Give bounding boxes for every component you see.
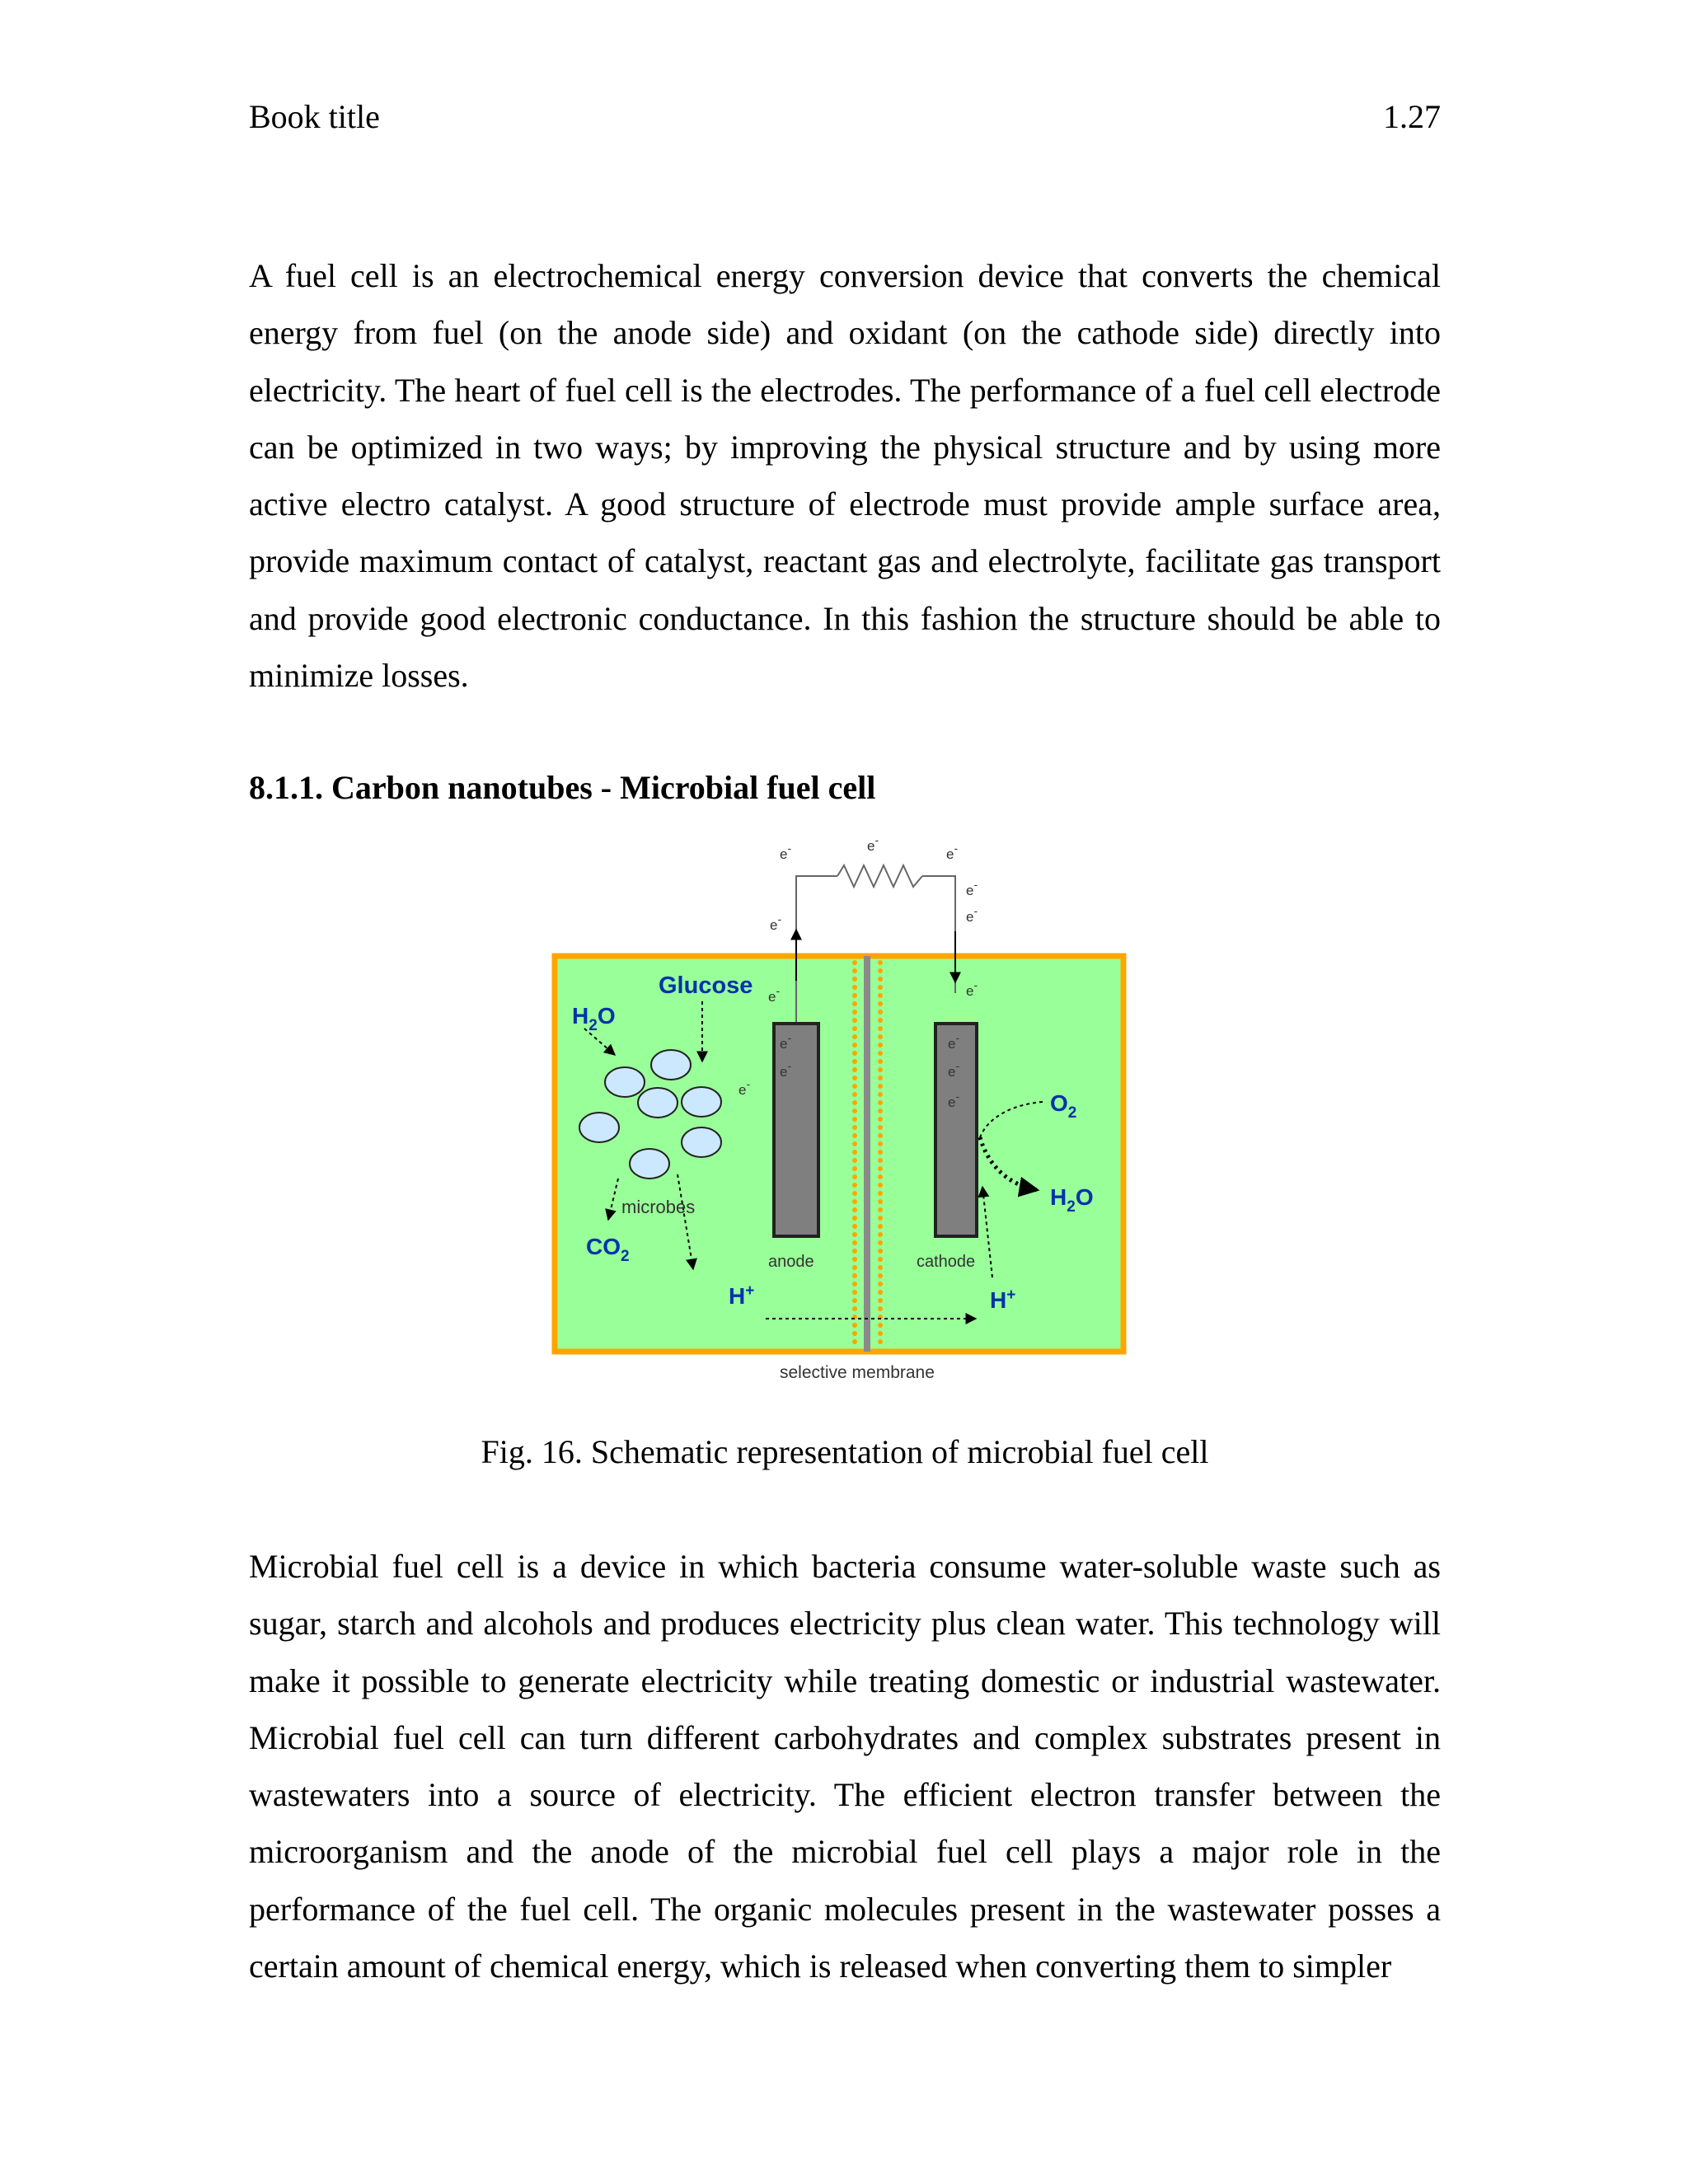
proton-label-right: H+ — [990, 1286, 1016, 1313]
membrane-dot — [878, 1257, 883, 1262]
running-header — [249, 97, 1441, 143]
membrane-dot — [878, 1207, 883, 1212]
electron-label: e- — [738, 1077, 751, 1098]
membrane-dot — [878, 1141, 883, 1146]
membrane-dot — [852, 1273, 857, 1278]
figure-caption: Fig. 16. Schematic representation of microbial fuel cell — [481, 1433, 1209, 1470]
membrane-dot — [852, 1306, 857, 1311]
membrane-dot — [878, 1339, 883, 1344]
membrane-dot — [852, 1240, 857, 1245]
electron-label: e- — [768, 984, 781, 1005]
electron-label: e- — [966, 878, 978, 898]
fuel-cell-figure — [547, 832, 1141, 1385]
membrane-dot — [852, 1166, 857, 1171]
membrane-label: selective membrane — [780, 1363, 935, 1382]
membrane-dot — [852, 1174, 857, 1179]
membrane-dot — [878, 1282, 883, 1286]
membrane-dot — [852, 985, 857, 990]
membrane-dot — [878, 1290, 883, 1295]
membrane-dot — [878, 1232, 883, 1237]
membrane-dot — [852, 968, 857, 973]
anode-electrode — [774, 1024, 818, 1236]
membrane-dot — [878, 1133, 883, 1138]
membrane-dot — [852, 1199, 857, 1204]
membrane-dot — [878, 1010, 883, 1015]
microbe — [651, 1050, 691, 1080]
electron-label: e- — [966, 904, 978, 925]
oxygen-label: $O_2$ — [1050, 1090, 1077, 1122]
membrane-dot — [878, 1216, 883, 1221]
membrane-dot — [852, 1067, 857, 1072]
membrane-dot — [852, 1191, 857, 1196]
membrane-dot — [852, 1298, 857, 1303]
membrane-dot — [878, 1001, 883, 1006]
membrane-dot — [852, 1224, 857, 1229]
membrane-dot — [878, 1323, 883, 1328]
membrane-dot — [878, 1331, 883, 1336]
membrane-dot — [852, 1323, 857, 1328]
membrane-dot — [878, 1306, 883, 1311]
membrane-dot — [852, 1043, 857, 1047]
co2-label: $CO_2$ — [586, 1234, 630, 1265]
microbe — [638, 1088, 678, 1118]
membrane-dot — [878, 1240, 883, 1245]
membrane-dot — [852, 977, 857, 982]
membrane-dot — [878, 977, 883, 982]
electron-label: e- — [946, 841, 959, 862]
membrane-dot — [852, 1331, 857, 1336]
membrane-dot — [852, 1100, 857, 1105]
membrane-dot — [878, 1224, 883, 1229]
microbe — [682, 1087, 721, 1117]
membrane-dot — [852, 1150, 857, 1155]
membrane-dot — [852, 1232, 857, 1237]
membrane-dot — [878, 1084, 883, 1089]
microbes-label: microbes — [621, 1197, 696, 1217]
microbe — [682, 1127, 721, 1157]
membrane-dot — [878, 1076, 883, 1080]
membrane-dot — [852, 1092, 857, 1097]
membrane-strip — [864, 956, 870, 1352]
electron-label: e- — [780, 841, 792, 862]
membrane-dot — [878, 993, 883, 998]
membrane-dot — [878, 1092, 883, 1097]
membrane-dot — [852, 1133, 857, 1138]
page-number: 1.27 — [1383, 98, 1441, 135]
book-title: Book title — [249, 98, 380, 135]
membrane-dot — [878, 1199, 883, 1204]
membrane-dot — [878, 1150, 883, 1155]
membrane-dot — [878, 1125, 883, 1130]
membrane-dot — [852, 1010, 857, 1015]
membrane-dot — [878, 1067, 883, 1072]
membrane-dot — [878, 1174, 883, 1179]
membrane-dot — [878, 1108, 883, 1113]
membrane-dot — [878, 1117, 883, 1122]
electron-label: e- — [966, 978, 978, 999]
electron-label: e- — [867, 833, 879, 854]
proton-label-left: H+ — [729, 1282, 755, 1309]
membrane-dot — [852, 1282, 857, 1286]
membrane-dot — [852, 1158, 857, 1163]
membrane-dot — [852, 1084, 857, 1089]
membrane-dot — [878, 1265, 883, 1270]
membrane-dot — [878, 1298, 883, 1303]
membrane-dot — [878, 968, 883, 973]
electron-label: e- — [770, 912, 782, 933]
membrane-dot — [852, 1257, 857, 1262]
membrane-dot — [852, 1034, 857, 1039]
electron-label: e- — [780, 1031, 792, 1052]
membrane-dot — [852, 960, 857, 965]
membrane-dot — [878, 1166, 883, 1171]
membrane-dot — [852, 1001, 857, 1006]
electron-label: e- — [948, 1031, 960, 1052]
membrane-dot — [852, 1339, 857, 1344]
microbe — [605, 1067, 645, 1097]
membrane-dot — [878, 1059, 883, 1064]
membrane-dot — [852, 1108, 857, 1113]
membrane-dot — [878, 1273, 883, 1278]
membrane-dot — [878, 1249, 883, 1254]
membrane-dot — [852, 993, 857, 998]
body-paragraph-2: Microbial fuel cell is a device in which bacteria consume water-soluble waste such as sugar, starch and alcohols and produces electricity plus clean water. This technology will make it possible to generate electricity while treating domestic or industrial wastewater. Microbial fuel cell can turn different carbohydrates and complex substrates present in wastewaters into a source of electricity. The efficient electron transfer between the microorganism and the anode of the microbial fuel cell plays a major role in the performance of the fuel cell. The organic molecules present in the wastewater posses a certain amount of chemical energy, which is released when converting them to simpler — [249, 1548, 1441, 1985]
membrane-dot — [852, 1265, 857, 1270]
membrane-dot — [878, 1034, 883, 1039]
anode-label: anode — [768, 1253, 814, 1271]
membrane-dot — [852, 1216, 857, 1221]
membrane-dot — [878, 1043, 883, 1047]
membrane-dot — [878, 1051, 883, 1056]
membrane-dot — [852, 1290, 857, 1295]
water-label-left: $H_2O$ — [572, 1003, 616, 1034]
membrane-dot — [878, 1183, 883, 1188]
membrane-dot — [852, 1207, 857, 1212]
membrane-dot — [878, 1026, 883, 1031]
microbe — [579, 1113, 619, 1142]
cathode-label: cathode — [917, 1253, 976, 1271]
membrane-dot — [878, 985, 883, 990]
membrane-dot — [878, 1018, 883, 1023]
resistor-icon — [837, 865, 922, 887]
membrane-dot — [852, 1183, 857, 1188]
electron-label: e- — [948, 1059, 960, 1080]
membrane-dot — [878, 1191, 883, 1196]
electron-label: e- — [948, 1090, 960, 1110]
membrane-dot — [878, 1158, 883, 1163]
membrane-dot — [852, 1141, 857, 1146]
membrane-dot — [878, 960, 883, 965]
section-heading: 8.1.1. Carbon nanotubes - Microbial fuel cell — [249, 769, 876, 806]
membrane-dot — [852, 1125, 857, 1130]
water-label-right: $H_2O$ — [1050, 1184, 1094, 1216]
membrane-dot — [878, 1100, 883, 1105]
membrane-dot — [852, 1018, 857, 1023]
membrane-dot — [852, 1117, 857, 1122]
cathode-electrode — [935, 1024, 977, 1236]
membrane-dot — [852, 1076, 857, 1080]
body-paragraph-1: A fuel cell is an electrochemical energy conversion device that converts the chemical energy from fuel (on the anode side) and oxidant (on the cathode side) directly into electricity. The heart of fuel cell is the electrodes. The performance of a fuel cell electrode can be optimized in two ways; by improving the physical structure and by using more active electro catalyst. A good structure of electrode must provide ample surface area, provide maximum contact of catalyst, reactant gas and electrolyte, facilitate gas transport and provide good electronic conductance. In this fashion the structure should be able to minimize losses. — [249, 257, 1441, 695]
membrane-dot — [852, 1249, 857, 1254]
glucose-label: Glucose — [659, 972, 753, 999]
membrane-dot — [852, 1026, 857, 1031]
membrane-dot — [852, 1051, 857, 1056]
microbe — [630, 1149, 669, 1179]
electron-label: e- — [780, 1059, 792, 1080]
membrane-dot — [852, 1059, 857, 1064]
